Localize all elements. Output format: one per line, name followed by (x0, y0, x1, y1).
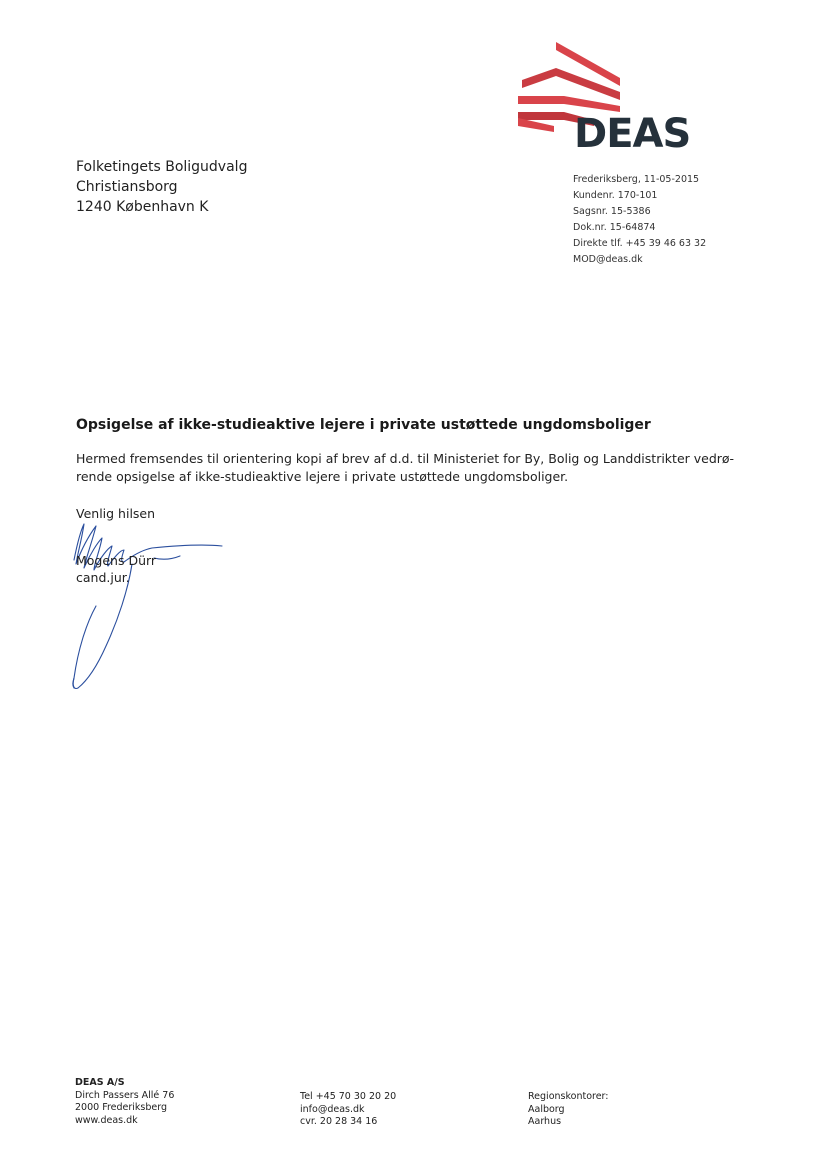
footer-regional-label: Regionskontorer: (528, 1091, 609, 1102)
meta-date: Frederiksberg, 11-05-2015 (573, 174, 700, 185)
recipient-line: Christiansborg (76, 179, 178, 195)
footer-regional-block (528, 1091, 609, 1129)
signer-name: Mogens Dürr (76, 553, 157, 568)
footer-address-line: 2000 Frederiksberg (75, 1102, 168, 1113)
signer-title: cand.jur. (76, 570, 130, 585)
footer-regional-office: Aarhus (528, 1116, 562, 1127)
letter-subject: Opsigelse af ikke-studieaktive lejere i private ustøttede ungdomsboliger (76, 417, 651, 433)
footer-cvr: cvr. 20 28 34 16 (300, 1116, 378, 1127)
logo-wordmark: DEAS (574, 111, 691, 157)
letter-body (76, 450, 746, 486)
footer-company-block (75, 1077, 174, 1127)
footer-tel: Tel +45 70 30 20 20 (300, 1091, 397, 1102)
footer-email-link[interactable]: info@deas.dk (300, 1103, 365, 1115)
footer-regional-office: Aalborg (528, 1103, 565, 1115)
recipient-line: 1240 København K (76, 199, 209, 215)
body-line: rende opsigelse af ikke-studieaktive lejere i private ustøttede ungdomsboliger. (76, 469, 569, 484)
handwritten-signature (62, 520, 232, 695)
footer-contact-block (300, 1091, 396, 1129)
body-line: Hermed fremsendes til orientering kopi af brev af d.d. til Ministeriet for By, Bolig og Landdistrikter vedrø- (76, 451, 735, 466)
meta-doknr: Dok.nr. 15-64874 (573, 222, 656, 233)
meta-kundenr: Kundenr. 170-101 (573, 190, 658, 201)
deas-logo (514, 40, 694, 160)
footer-web-link[interactable]: www.deas.dk (75, 1114, 138, 1126)
recipient-address (76, 157, 247, 217)
recipient-line: Folketingets Boligudvalg (76, 159, 248, 175)
footer-address-line: Dirch Passers Allé 76 (75, 1089, 175, 1101)
closing-greeting: Venlig hilsen (76, 506, 156, 521)
footer-company-name: DEAS A/S (75, 1077, 125, 1088)
meta-email: MOD@deas.dk (573, 254, 643, 265)
letter-meta (573, 172, 706, 268)
meta-phone: Direkte tlf. +45 39 46 63 32 (573, 238, 707, 249)
meta-sagsnr: Sagsnr. 15-5386 (573, 206, 651, 217)
